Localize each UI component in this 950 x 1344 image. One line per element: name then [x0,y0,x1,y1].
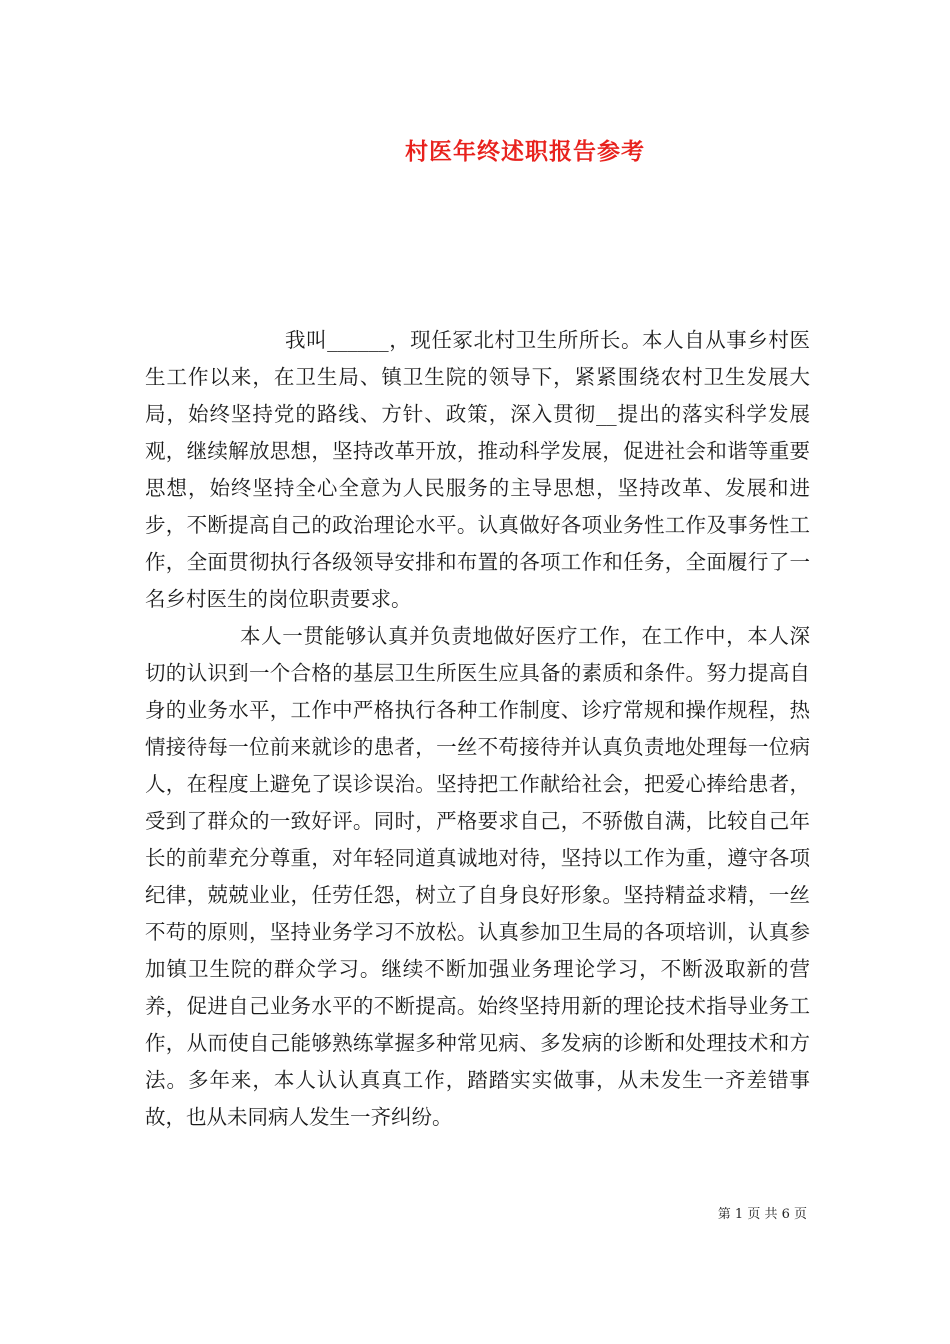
document-body [145,322,810,1136]
paragraph-2: 本人一贯能够认真并负责地做好医疗工作，在工作中，本人深切的认识到一个合格的基层卫生所医生应具备的素质和条件。努力提高自身的业务水平，工作中严格执行各种工作制度、诊疗常规和操作规程，热情接待每一位前来就诊的患者，一丝不苟接待并认真负责地处理每一位病人，在程度上避免了误诊误治。坚持把工作献给社会，把爱心捧给患者，受到了群众的一致好评。同时，严格要求自己，不骄傲自满，比较自己年长的前辈充分尊重，对年轻同道真诚地对待，坚持以工作为重，遵守各项纪律，兢兢业业，任劳任怨，树立了自身良好形象。坚持精益求精，一丝不苟的原则，坚持业务学习不放松。认真参加卫生局的各项培训，认真参加镇卫生院的群众学习。继续不断加强业务理论学习，不断汲取新的营养，促进自己业务水平的不断提高。始终坚持用新的理论技术指导业务工作，从而使自己能够熟练掌握多种常见病、多发病的诊断和处理技术和方法。多年来，本人认认真真工作，踏踏实实做事，从未发生一齐差错事故，也从未同病人发生一齐纠纷。 [145,624,810,1129]
page-number-footer: 第 1 页 共 6 页 [717,1207,807,1222]
document-title: 村医年终述职报告参考 [405,138,645,165]
paragraph-1: 我叫______，现任冢北村卫生所所长。本人自从事乡村医生工作以来，在卫生局、镇卫生院的领导下，紧紧围绕农村卫生发展大局，始终坚持党的路线、方针、政策，深入贯彻__提出的落实科学发展观，继续解放思想，坚持改革开放，推动科学发展，促进社会和谐等重要思想，始终坚持全心全意为人民服务的主导思想，坚持改革、发展和进步，不断提高自己的政治理论水平。认真做好各项业务性工作及事务性工作，全面贯彻执行各级领导安排和布置的各项工作和任务，全面履行了一名乡村医生的岗位职责要求。 [145,328,810,611]
